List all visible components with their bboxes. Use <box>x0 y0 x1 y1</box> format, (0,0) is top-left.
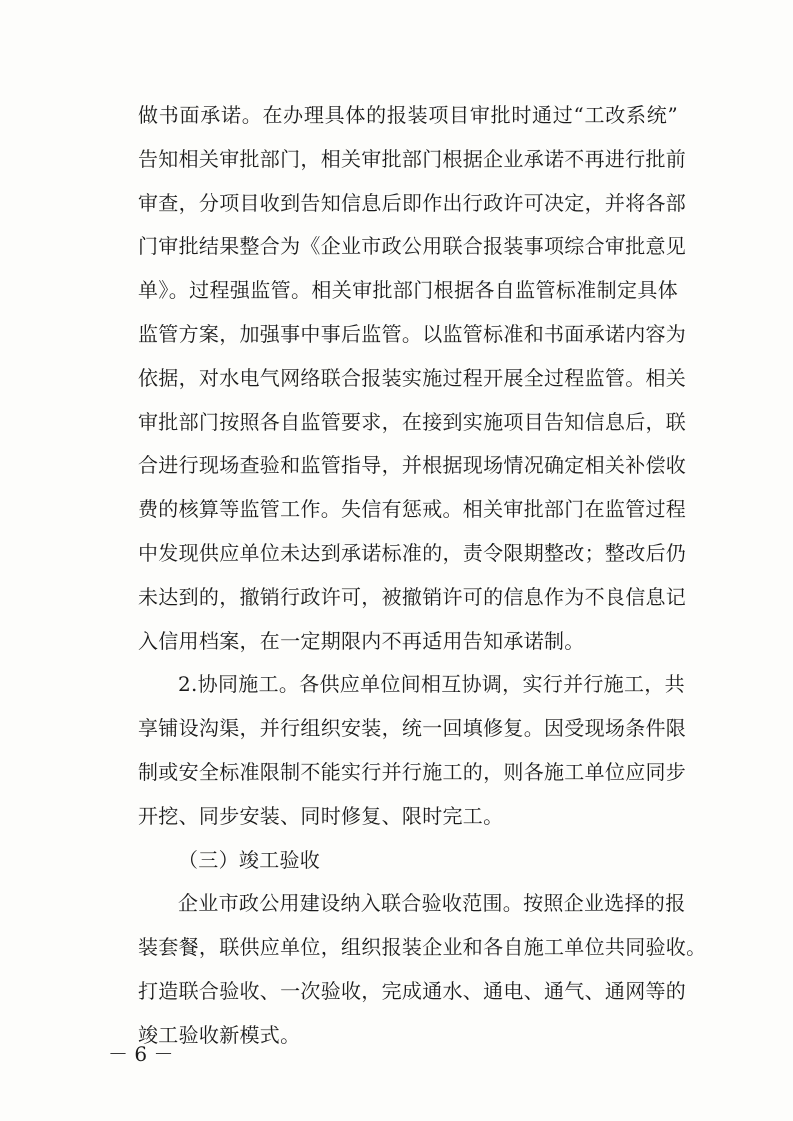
text-line: 审批部门按照各自监管要求，在接到实施项目告知信息后，联 <box>138 409 687 434</box>
text-line: （三）竣工验收 <box>178 847 321 872</box>
text-line: 2.协同施工。各供应单位间相互协调，实行并行施工，共 <box>178 672 685 697</box>
text-line: 监管方案，加强事中事后监管。以监管标准和书面承诺内容为 <box>138 321 687 346</box>
text-line: 合进行现场查验和监管指导，并根据现场情况确定相关补偿收 <box>138 453 687 478</box>
text-line: 装套餐，联供应单位，组织报装企业和各自施工单位共同验收。 <box>138 935 707 960</box>
text-line: 单》。过程强监管。相关审批部门根据各自监管标准制定具体 <box>138 278 678 303</box>
text-line: 门审批结果整合为《企业市政公用联合报装事项综合审批意见 <box>138 234 687 259</box>
text-line: 入信用档案，在一定期限内不再适用告知承诺制。 <box>138 628 585 653</box>
text-line: 告知相关审批部门，相关审批部门根据企业承诺不再进行批前 <box>138 146 687 171</box>
text-line: 企业市政公用建设纳入联合验收范围。按照企业选择的报 <box>178 891 686 916</box>
text-line: 费的核算等监管工作。失信有惩戒。相关审批部门在监管过程 <box>138 497 687 522</box>
text-line: 依据，对水电气网络联合报装实施过程开展全过程监管。相关 <box>138 365 687 390</box>
text-line: 做书面承诺。在办理具体的报装项目审批时通过“工改系统” <box>138 103 678 127</box>
text-line: 中发现供应单位未达到承诺标准的，责令限期整改；整改后仍 <box>138 540 687 565</box>
text-line: 审查，分项目收到告知信息后即作出行政许可决定，并将各部 <box>138 190 687 215</box>
text-line: 竣工验收新模式。 <box>138 1022 301 1047</box>
text-line: 未达到的，撤销行政许可，被撤销许可的信息作为不良信息记 <box>138 584 687 609</box>
body-text <box>138 94 707 1058</box>
text-line: 享铺设沟渠，并行组织安装，统一回填修复。因受现场条件限 <box>138 716 687 741</box>
text-line: 打造联合验收、一次验收，完成通水、通电、通气、通网等的 <box>138 978 687 1003</box>
text-line: 开挖、同步安装、同时修复、限时完工。 <box>138 803 504 828</box>
text-line: 制或安全标准限制不能实行并行施工的，则各施工单位应同步 <box>138 759 687 784</box>
page-number: － 6 － <box>108 1042 174 1066</box>
